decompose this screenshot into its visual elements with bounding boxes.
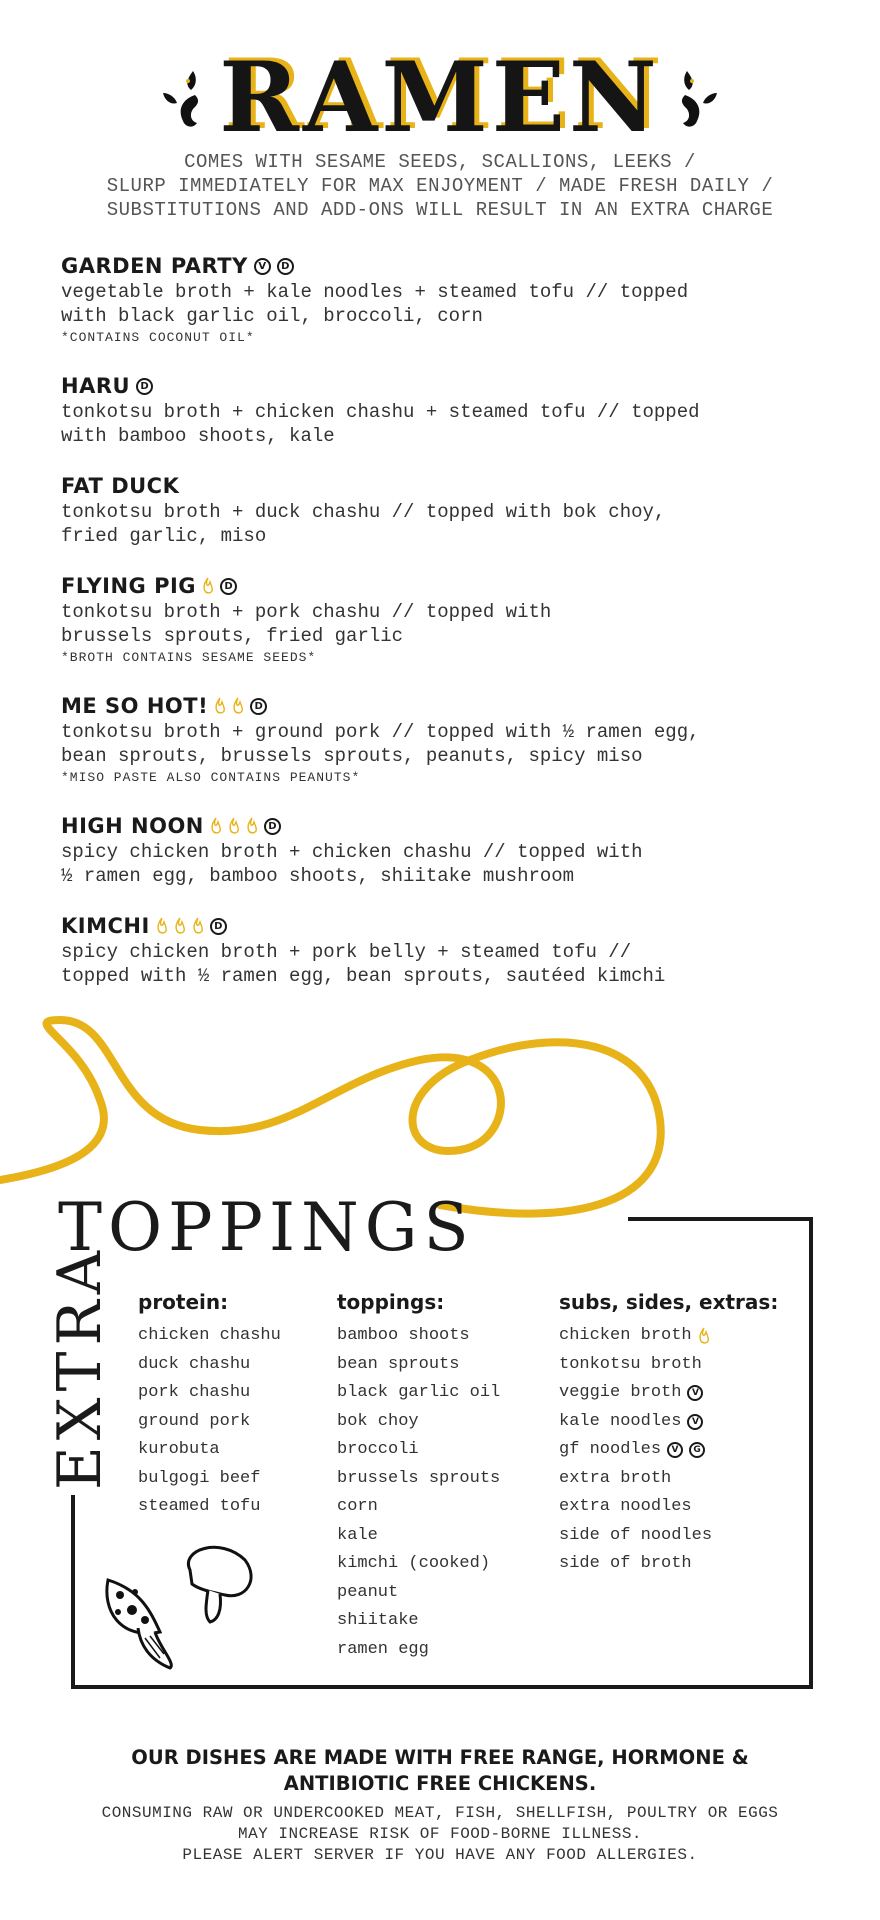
list-item-label: chicken broth [559,1326,692,1345]
menu-item [61,912,841,988]
list-item-label: bok choy [337,1411,419,1431]
menu-item-description: tonkotsu broth + pork chashu // topped with brussels sprouts, fried garlic [61,601,552,647]
list-item [559,1465,778,1494]
list-item [559,1493,778,1522]
list-item-label: pork chashu [138,1383,251,1402]
list-item [337,1636,500,1665]
menu-item-description: spicy chicken broth + chicken chashu // topped with ½ ramen egg, bamboo shoots, shiitake mushroom [61,841,643,887]
menu-item-note: *BROTH CONTAINS SESAME SEEDS* [61,650,317,665]
list-item-label: duck chashu [138,1354,251,1374]
spicy-flame-icon [232,697,244,715]
spicy-flame-icon [246,817,258,835]
box-right-border [809,1217,813,1689]
box-left-border [71,1495,75,1689]
footer-bold-line: OUR DISHES ARE MADE WITH FREE RANGE, HORMONE & [131,1746,749,1769]
dietary-badge-icon: D [136,378,153,395]
menu-item [61,692,841,788]
menu-item [61,252,841,348]
list-item-label: bulgogi beef [138,1468,261,1488]
list-item [337,1493,500,1522]
list-item [138,1351,281,1380]
list-item [138,1322,281,1351]
menu-item-name: KIMCHI [61,914,150,938]
dietary-badge-icon: G [689,1442,705,1458]
subtitle-line: SLURP IMMEDIATELY FOR MAX ENJOYMENT / MADE FRESH DAILY / [106,175,774,197]
menu-item-name: HIGH NOON [61,814,204,838]
menu-items [61,252,841,1012]
list-item [559,1522,778,1551]
dietary-badge-icon: D [210,918,227,935]
list-item [559,1351,778,1380]
column-heading: protein: [138,1290,229,1314]
left-droplets-icon [155,63,205,133]
toppings-title: TOPPINGS [58,1189,475,1266]
menu-item-name: FAT DUCK [61,474,180,498]
list-item-label: peanut [337,1582,399,1602]
list-item [138,1436,281,1465]
dietary-badge-icon: D [264,818,281,835]
list-item [559,1408,778,1437]
list-item-label: kurobuta [138,1440,220,1459]
list-item [559,1379,778,1408]
dietary-badge-icon: D [220,578,237,595]
list-item-label: kimchi (cooked) [337,1554,491,1573]
list-item-label: tonkotsu broth [559,1354,702,1374]
protein-column [138,1290,281,1522]
topping-list [559,1322,778,1579]
list-item [138,1493,281,1522]
extra-side-word: EXTRA [45,1244,115,1490]
list-item-label: veggie broth [559,1383,682,1402]
menu-item-description: vegetable broth + kale noodles + steamed tofu // topped with black garlic oil, broccoli, corn [61,281,689,327]
menu-item [61,572,841,668]
dietary-badge-icon: V [254,258,271,275]
spicy-flame-icon [210,817,222,835]
spicy-flame-icon [156,917,168,935]
spicy-flame-icon [228,817,240,835]
list-item-label: shiitake [337,1611,419,1630]
list-item [337,1351,500,1380]
list-item-label: gf noodles [559,1440,662,1459]
spicy-flame-icon [214,697,226,715]
list-item-label: ramen egg [337,1639,429,1659]
list-item-label: steamed tofu [138,1497,261,1516]
header [0,41,880,154]
mushrooms-icon [100,1540,260,1680]
menu-item-description: tonkotsu broth + chicken chashu + steamed tofu // topped with bamboo shoots, kale [61,401,700,447]
list-item [138,1379,281,1408]
list-item [337,1579,500,1608]
box-bottom-border [71,1685,813,1689]
topping-list [337,1322,500,1664]
menu-item-name: FLYING PIG [61,574,197,598]
footer-warning [0,1803,880,1866]
header-subtitle [0,150,880,222]
dietary-badge-icon: V [687,1385,703,1401]
list-item [559,1436,778,1465]
list-item [337,1408,500,1437]
subs-sides-extras-column [559,1290,778,1579]
column-heading: subs, sides, extras: [559,1290,779,1314]
menu-item-name: GARDEN PARTY [61,254,248,278]
list-item-label: kale noodles [559,1411,682,1431]
list-item-label: ground pork [138,1411,251,1431]
menu-item-description: spicy chicken broth + pork belly + steamed tofu // topped with ½ ramen egg, bean sprouts, sautéed kimchi [61,941,666,987]
list-item [337,1550,500,1579]
list-item [559,1550,778,1579]
menu-item-description: tonkotsu broth + ground pork // topped with ½ ramen egg, bean sprouts, brussels sprouts, peanuts, spicy miso [61,721,700,767]
menu-item [61,812,841,888]
spicy-flame-icon [192,917,204,935]
spicy-flame-icon [698,1327,710,1345]
spicy-flame-icon [202,577,214,595]
menu-item-note: *CONTAINS COCONUT OIL* [61,330,255,345]
toppings-column [337,1290,500,1664]
dietary-badge-icon: D [277,258,294,275]
list-item-label: side of noodles [559,1525,713,1545]
list-item [337,1607,500,1636]
column-heading: toppings: [337,1290,445,1314]
footer-statement [0,1745,880,1797]
page-title: RAMEN [219,41,661,154]
list-item-label: extra noodles [559,1497,692,1516]
menu-item-note: *MISO PASTE ALSO CONTAINS PEANUTS* [61,770,361,785]
right-droplets-icon [675,63,725,133]
list-item-label: black garlic oil [337,1383,501,1402]
list-item-label: kale [337,1525,378,1545]
footer-note-line: MAY INCREASE RISK OF FOOD-BORNE ILLNESS. [237,1825,643,1843]
list-item [337,1465,500,1494]
spicy-flame-icon [174,917,186,935]
list-item [337,1522,500,1551]
list-item-label: corn [337,1497,378,1516]
list-item-label: chicken chashu [138,1326,281,1345]
list-item [337,1379,500,1408]
dietary-badge-icon: V [687,1414,703,1430]
topping-list [138,1322,281,1522]
footer-bold-line: ANTIBIOTIC FREE CHICKENS. [283,1772,597,1795]
list-item-label: extra broth [559,1468,672,1488]
list-item-label: broccoli [337,1440,419,1459]
list-item-label: brussels sprouts [337,1468,501,1488]
menu-item-description: tonkotsu broth + duck chashu // topped with bok choy, fried garlic, miso [61,501,666,547]
dietary-badge-icon: V [667,1442,683,1458]
menu-item [61,372,841,448]
footer-note-line: CONSUMING RAW OR UNDERCOOKED MEAT, FISH, SHELLFISH, POULTRY OR EGGS [101,1804,779,1822]
list-item-label: bamboo shoots [337,1326,470,1345]
list-item [337,1436,500,1465]
dietary-badge-icon: D [250,698,267,715]
list-item [138,1408,281,1437]
list-item [337,1322,500,1351]
menu-item-name: ME SO HOT! [61,694,209,718]
list-item-label: side of broth [559,1554,692,1573]
footer-note-line: PLEASE ALERT SERVER IF YOU HAVE ANY FOOD ALLERGIES. [182,1846,698,1864]
menu-item [61,472,841,548]
menu-item-name: HARU [61,374,131,398]
list-item [138,1465,281,1494]
list-item-label: bean sprouts [337,1354,460,1374]
subtitle-line: SUBSTITUTIONS AND ADD-ONS WILL RESULT IN AN EXTRA CHARGE [106,199,774,221]
box-top-border [628,1217,813,1221]
subtitle-line: COMES WITH SESAME SEEDS, SCALLIONS, LEEKS / [184,151,696,173]
list-item [559,1322,778,1351]
